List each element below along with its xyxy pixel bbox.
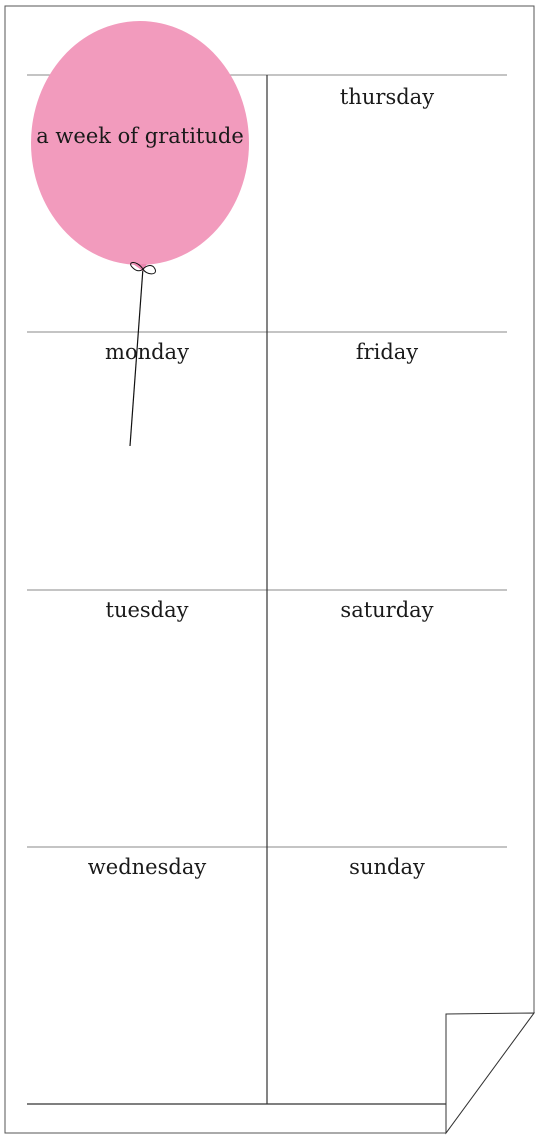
day-label-saturday: saturday [340, 598, 434, 622]
day-label-wednesday: wednesday [87, 855, 207, 879]
day-label-friday: friday [355, 340, 419, 364]
day-label-sunday: sunday [349, 855, 425, 879]
planner-title: a week of gratitude [36, 124, 244, 148]
day-label-tuesday: tuesday [105, 598, 189, 622]
page-curl-icon [446, 1013, 534, 1133]
day-label-thursday: thursday [339, 85, 435, 109]
day-label-monday: monday [105, 340, 189, 364]
